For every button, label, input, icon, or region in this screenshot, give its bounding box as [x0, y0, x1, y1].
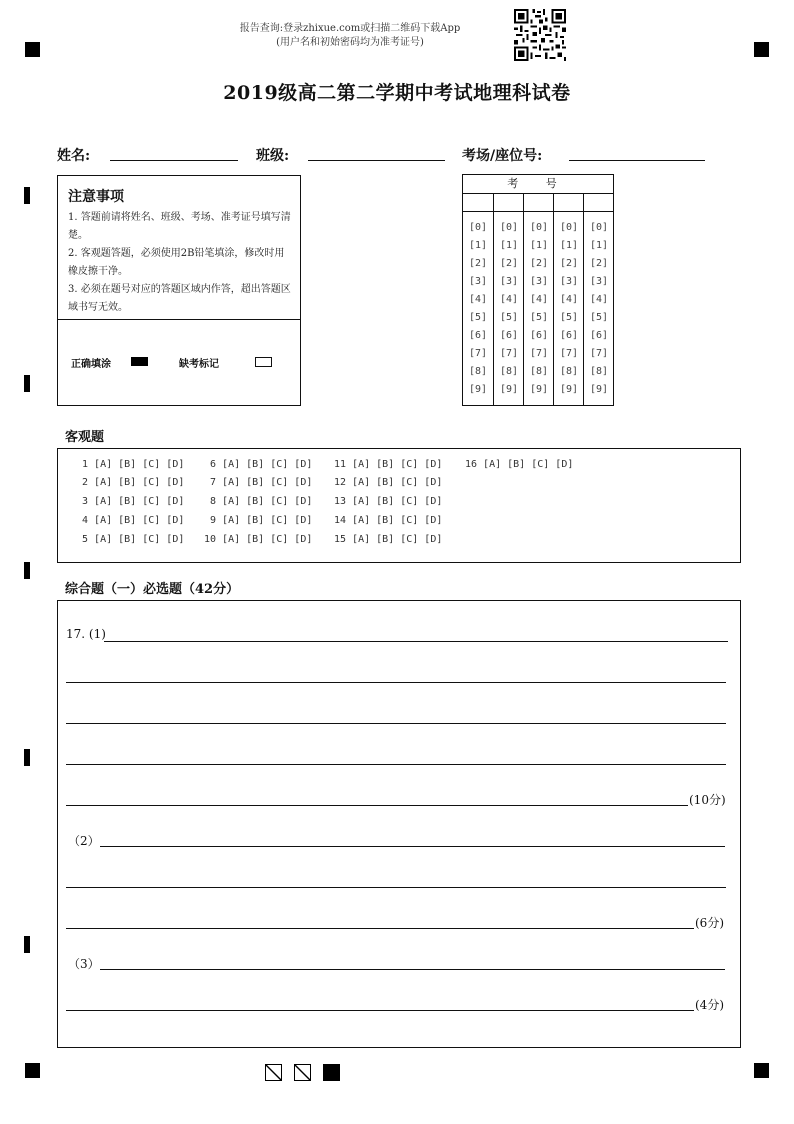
comprehensive-answer-box	[57, 600, 741, 1048]
notice-item: 2. 客观题答题，必须使用2B铅笔填涂，修改时用橡皮擦干净。	[68, 248, 285, 277]
objective-question-row[interactable]: 6 [A] [B] [C] [D]	[204, 459, 313, 470]
question-17-3-score: (4分)	[695, 998, 724, 1012]
exam-title: 2019级高二第二学期中考试地理科试卷	[223, 82, 571, 104]
exam-digit-bubble[interactable]: [3]	[499, 276, 519, 287]
registration-mark-bottom-left	[25, 1063, 40, 1078]
exam-digit-bubble[interactable]: [9]	[529, 384, 549, 395]
notice-heading: 注意事项	[68, 189, 124, 205]
exam-number-write-cell[interactable]	[554, 194, 584, 212]
seat-label: 考场/座位号:	[462, 148, 543, 164]
exam-digit-bubble[interactable]: [4]	[468, 294, 488, 305]
correct-fill-label: 正确填涂	[71, 359, 111, 370]
objective-question-row[interactable]: 12 [A] [B] [C] [D]	[334, 477, 443, 488]
question-17-3-label: （3）	[68, 957, 100, 971]
exam-digit-bubble[interactable]: [4]	[499, 294, 519, 305]
exam-number-column	[463, 194, 493, 405]
answer-line[interactable]	[66, 928, 694, 929]
exam-number-column	[523, 194, 554, 405]
exam-digit-bubble[interactable]: [9]	[468, 384, 488, 395]
exam-number-write-cell[interactable]	[463, 194, 493, 212]
page-code-box	[265, 1064, 282, 1081]
exam-number-grid	[462, 174, 614, 406]
exam-digit-bubble[interactable]: [8]	[589, 366, 609, 377]
objective-question-row[interactable]: 1 [A] [B] [C] [D]	[76, 459, 185, 470]
diagonal-slash-icon	[266, 1065, 281, 1080]
exam-digit-bubble[interactable]: [9]	[559, 384, 579, 395]
exam-digit-bubble[interactable]: [4]	[529, 294, 549, 305]
exam-number-column	[493, 194, 524, 405]
exam-digit-bubble[interactable]: [3]	[529, 276, 549, 287]
exam-digit-bubble[interactable]: [5]	[529, 312, 549, 323]
exam-digit-bubble[interactable]: [3]	[468, 276, 488, 287]
exam-digit-bubble[interactable]: [8]	[559, 366, 579, 377]
timing-mark	[24, 375, 30, 392]
answer-line[interactable]	[66, 805, 688, 806]
registration-mark-top-right	[754, 42, 769, 57]
seat-field-line[interactable]	[569, 160, 705, 161]
objective-question-row[interactable]: 9 [A] [B] [C] [D]	[204, 515, 313, 526]
question-17-2-label: （2）	[68, 834, 100, 848]
exam-digit-bubble[interactable]: [6]	[529, 330, 549, 341]
exam-digit-bubble[interactable]: [7]	[589, 348, 609, 359]
exam-digit-bubble[interactable]: [8]	[468, 366, 488, 377]
answer-line[interactable]	[66, 723, 726, 724]
absent-mark-label: 缺考标记	[179, 359, 219, 370]
exam-digit-bubble[interactable]: [0]	[559, 222, 579, 233]
exam-number-heading: 考 号	[463, 175, 613, 194]
exam-number-write-cell[interactable]	[584, 194, 614, 212]
exam-digit-bubble[interactable]: [2]	[529, 258, 549, 269]
exam-digit-bubble[interactable]: [6]	[589, 330, 609, 341]
timing-mark	[24, 749, 30, 766]
objective-question-row[interactable]: 5 [A] [B] [C] [D]	[76, 534, 185, 545]
answer-line[interactable]	[66, 887, 726, 888]
objective-section-title: 客观题	[65, 430, 105, 445]
exam-digit-bubble[interactable]: [4]	[589, 294, 609, 305]
diagonal-slash-icon	[295, 1065, 310, 1080]
exam-digit-bubble[interactable]: [7]	[499, 348, 519, 359]
notice-list	[68, 209, 294, 317]
exam-digit-bubble[interactable]: [5]	[468, 312, 488, 323]
exam-digit-bubble[interactable]: [1]	[559, 240, 579, 251]
exam-digit-bubble[interactable]: [0]	[529, 222, 549, 233]
notice-divider	[58, 319, 300, 320]
qr-code-icon	[514, 9, 566, 61]
page-code-filled-box	[323, 1064, 340, 1081]
report-query-line: 报告查询:登录zhixue.com或扫描二维码下载App	[239, 23, 461, 34]
exam-digit-bubble[interactable]: [3]	[559, 276, 579, 287]
answer-line[interactable]	[104, 641, 728, 642]
exam-digit-bubble[interactable]: [7]	[468, 348, 488, 359]
name-field-line[interactable]	[110, 160, 238, 161]
correct-fill-sample	[131, 357, 148, 366]
exam-digit-bubble[interactable]: [9]	[499, 384, 519, 395]
notice-box	[57, 175, 301, 406]
exam-digit-bubble[interactable]: [1]	[499, 240, 519, 251]
exam-digit-bubble[interactable]: [1]	[468, 240, 488, 251]
objective-question-row[interactable]: 8 [A] [B] [C] [D]	[204, 496, 313, 507]
objective-question-row[interactable]: 13 [A] [B] [C] [D]	[334, 496, 443, 507]
objective-question-row[interactable]: 4 [A] [B] [C] [D]	[76, 515, 185, 526]
exam-digit-bubble[interactable]: [7]	[559, 348, 579, 359]
exam-digit-bubble[interactable]: [2]	[468, 258, 488, 269]
objective-question-row[interactable]: 10 [A] [B] [C] [D]	[204, 534, 313, 545]
exam-digit-bubble[interactable]: [2]	[559, 258, 579, 269]
class-label: 班级:	[256, 148, 290, 164]
objective-question-row[interactable]: 2 [A] [B] [C] [D]	[76, 477, 185, 488]
notice-item: 3. 必须在题号对应的答题区域内作答，超出答题区域书写无效。	[68, 284, 291, 313]
exam-number-column	[553, 194, 584, 405]
page-code-box	[294, 1064, 311, 1081]
exam-digit-bubble[interactable]: [6]	[468, 330, 488, 341]
exam-digit-bubble[interactable]: [3]	[589, 276, 609, 287]
timing-mark	[24, 936, 30, 953]
exam-digit-bubble[interactable]: [4]	[559, 294, 579, 305]
objective-question-row[interactable]: 15 [A] [B] [C] [D]	[334, 534, 443, 545]
name-label: 姓名:	[57, 148, 91, 164]
comprehensive-section-title: 综合题（一）必选题（42分）	[65, 582, 240, 597]
question-17-1-label: 17. (1)	[66, 627, 106, 641]
exam-digit-bubble[interactable]: [1]	[589, 240, 609, 251]
exam-digit-bubble[interactable]: [8]	[499, 366, 519, 377]
answer-line[interactable]	[100, 969, 725, 970]
answer-line[interactable]	[66, 682, 726, 683]
absent-mark-checkbox[interactable]	[255, 357, 272, 367]
exam-digit-bubble[interactable]: [0]	[499, 222, 519, 233]
exam-digit-bubble[interactable]: [6]	[499, 330, 519, 341]
password-hint-line: (用户名和初始密码均为准考证号)	[276, 37, 424, 48]
exam-digit-bubble[interactable]: [2]	[589, 258, 609, 269]
exam-digit-bubble[interactable]: [0]	[468, 222, 488, 233]
exam-number-write-cell[interactable]	[524, 194, 554, 212]
answer-line[interactable]	[66, 1010, 694, 1011]
objective-question-row[interactable]: 3 [A] [B] [C] [D]	[76, 496, 185, 507]
objective-question-row[interactable]: 11 [A] [B] [C] [D]	[334, 459, 443, 470]
exam-digit-bubble[interactable]: [7]	[529, 348, 549, 359]
report-query-notice	[215, 22, 485, 50]
notice-item: 1. 答题前请将姓名、班级、考场、准考证号填写清楚。	[68, 212, 291, 241]
objective-question-row[interactable]: 14 [A] [B] [C] [D]	[334, 515, 443, 526]
exam-number-column	[583, 194, 614, 405]
exam-digit-bubble[interactable]: [0]	[589, 222, 609, 233]
registration-mark-bottom-right	[754, 1063, 769, 1078]
exam-digit-bubble[interactable]: [5]	[589, 312, 609, 323]
exam-digit-bubble[interactable]: [5]	[499, 312, 519, 323]
exam-number-write-cell[interactable]	[494, 194, 524, 212]
timing-mark	[24, 187, 30, 204]
exam-digit-bubble[interactable]: [5]	[559, 312, 579, 323]
question-17-2-score: (6分)	[695, 916, 724, 930]
question-17-1-score: (10分)	[689, 793, 726, 807]
exam-digit-bubble[interactable]: [1]	[529, 240, 549, 251]
class-field-line[interactable]	[308, 160, 445, 161]
objective-question-row[interactable]: 16 [A] [B] [C] [D]	[465, 459, 574, 470]
answer-line[interactable]	[100, 846, 725, 847]
answer-line[interactable]	[66, 764, 726, 765]
exam-digit-bubble[interactable]: [2]	[499, 258, 519, 269]
objective-question-row[interactable]: 7 [A] [B] [C] [D]	[204, 477, 313, 488]
objective-answer-box	[57, 448, 741, 563]
exam-digit-bubble[interactable]: [6]	[559, 330, 579, 341]
timing-mark	[24, 562, 30, 579]
registration-mark-top-left	[25, 42, 40, 57]
exam-digit-bubble[interactable]: [9]	[589, 384, 609, 395]
exam-digit-bubble[interactable]: [8]	[529, 366, 549, 377]
